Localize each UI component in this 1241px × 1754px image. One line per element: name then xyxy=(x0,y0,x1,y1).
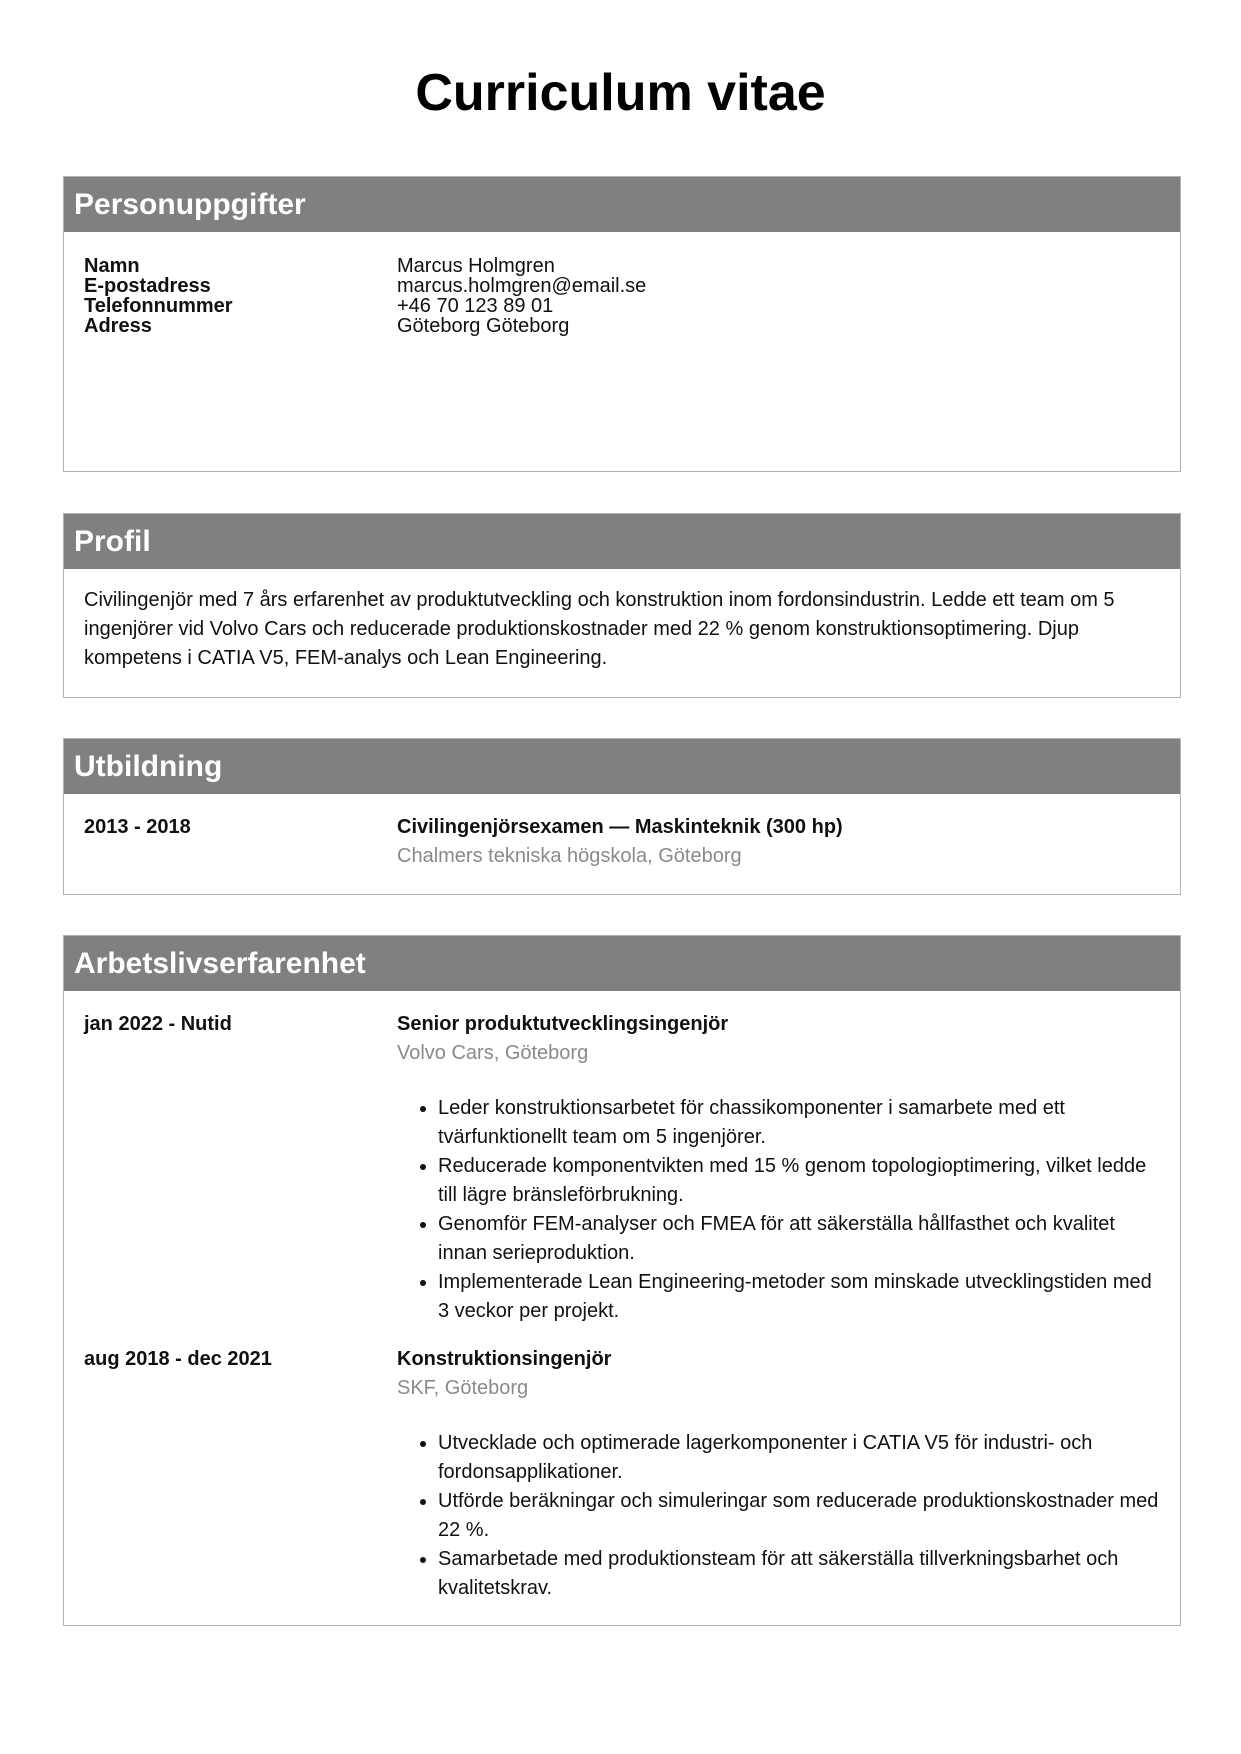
bullet-item: • Utförde beräkningar och simuleringar som reducerade produktionskostnader med 22 %. xyxy=(438,1487,1160,1545)
entry-content xyxy=(397,813,1180,871)
section-header-personal: Personuppgifter xyxy=(64,177,1180,232)
bullet-item: • Samarbetade med produktionsteam för att säkerställa tillverkningsbarhet och kvalitetskrav. xyxy=(438,1545,1160,1603)
section-header-experience: Arbetslivserfarenhet xyxy=(64,936,1180,991)
experience-entry xyxy=(64,1345,1180,1603)
info-label: E-postadress xyxy=(84,275,211,297)
info-value: marcus.holmgren@email.se xyxy=(397,275,647,297)
bullet-item: • Reducerade komponentvikten med 15 % genom topologioptimering, vilket ledde till lägre bränsleförbrukning. xyxy=(438,1152,1160,1210)
info-value: +46 70 123 89 01 xyxy=(397,295,554,317)
bullet-item: • Implementerade Lean Engineering-metoder som minskade utvecklingstiden med 3 veckor per projekt. xyxy=(438,1268,1160,1326)
entry-institution: Chalmers tekniska högskola, Göteborg xyxy=(397,845,742,867)
entry-employer: Volvo Cars, Göteborg xyxy=(397,1042,589,1064)
info-label: Namn xyxy=(84,255,140,277)
entry-date: 2013 - 2018 xyxy=(84,816,191,838)
info-label: Adress xyxy=(84,315,152,337)
section-header-education: Utbildning xyxy=(64,739,1180,794)
entry-title: Senior produktutvecklingsingenjör xyxy=(397,1013,729,1035)
info-value: Marcus Holmgren xyxy=(397,255,555,277)
education-section xyxy=(63,738,1181,895)
bullet-item: • Leder konstruktionsarbetet för chassikomponenter i samarbete med ett tvärfunktionellt team om 5 ingenjörer. xyxy=(438,1094,1160,1152)
experience-section xyxy=(63,935,1181,1626)
info-value: Göteborg Göteborg xyxy=(397,315,570,337)
bullet-item: • Genomför FEM-analyser och FMEA för att säkerställa hållfasthet och kvalitet innan serieproduktion. xyxy=(438,1210,1160,1268)
section-header-profile: Profil xyxy=(64,514,1180,569)
experience-entry xyxy=(64,1010,1180,1326)
bullet-item: • Utvecklade och optimerade lagerkomponenter i CATIA V5 för industri- och fordonsapplikationer. xyxy=(438,1429,1160,1487)
bullet-list xyxy=(397,1094,1160,1326)
entry-content xyxy=(397,1010,1180,1326)
bullet-list xyxy=(397,1429,1160,1603)
education-entry xyxy=(64,813,1180,871)
entry-content xyxy=(397,1345,1180,1603)
personal-info-section xyxy=(63,176,1181,472)
entry-title: Civilingenjörsexamen — Maskinteknik (300 hp) xyxy=(397,816,843,838)
info-label: Telefonnummer xyxy=(84,295,233,317)
profile-text: Civilingenjör med 7 års erfarenhet av produktutveckling och konstruktion inom fordonsindustrin. Ledde ett team om 5 ingenjörer vid Volvo Cars och reducerade produktionskostnader med 22 % genom konstruktionsoptimering. Djup kompetens i CATIA V5, FEM-analys och Lean Engineering. xyxy=(84,589,1115,669)
entry-date: aug 2018 - dec 2021 xyxy=(84,1348,272,1370)
profile-section xyxy=(63,513,1181,698)
entry-date: jan 2022 - Nutid xyxy=(84,1013,232,1035)
entry-title: Konstruktionsingenjör xyxy=(397,1348,612,1370)
page-title: Curriculum vitae xyxy=(415,64,826,122)
entry-employer: SKF, Göteborg xyxy=(397,1377,529,1399)
